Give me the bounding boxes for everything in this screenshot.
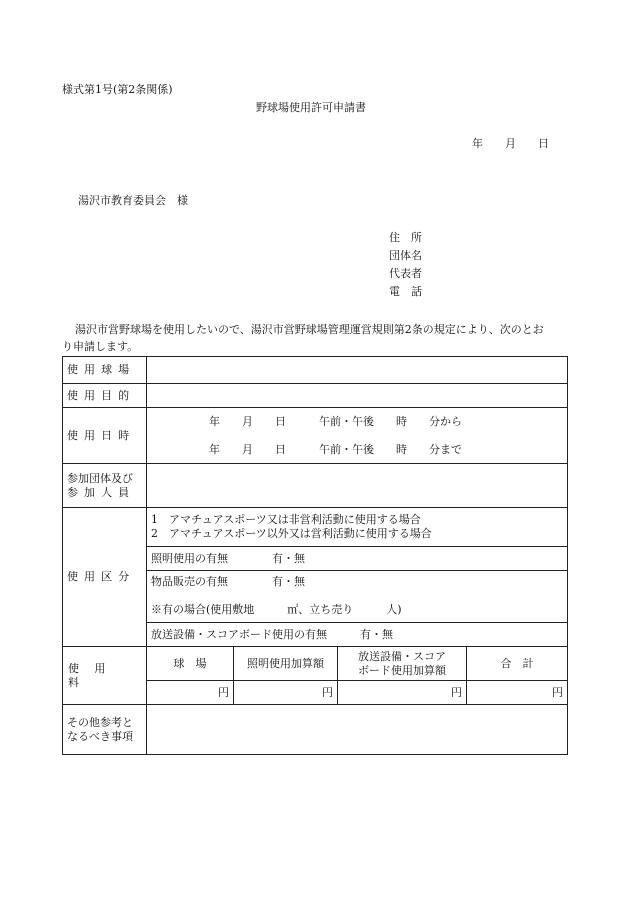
row-category-1	[63, 508, 568, 547]
row-fee-headers	[63, 647, 568, 681]
representative-label: 代表者	[389, 267, 422, 280]
purpose-label: 使用目的	[63, 384, 147, 408]
application-table	[62, 356, 568, 755]
datetime-label: 使用日時	[63, 408, 147, 464]
intro-text-line2: り申請します。	[62, 340, 139, 353]
datetime-to: 年 月 日 午前・午後 時 分まで	[209, 442, 462, 456]
broadcast-option[interactable]: 放送設備・スコアボード使用の有無 有・無	[147, 623, 568, 647]
fee-lighting-amount[interactable]: 円	[234, 681, 338, 705]
purpose-input[interactable]	[147, 384, 568, 408]
fee-label: 使用料	[63, 647, 147, 705]
fee-field-amount[interactable]: 円	[147, 681, 234, 705]
datetime-from: 年 月 日 午前・午後 時 分から	[209, 414, 462, 428]
row-purpose	[63, 384, 568, 408]
group-name-label: 団体名	[389, 249, 422, 262]
phone-label: 電 話	[389, 285, 422, 298]
participants-label: 参加団体及び 参加人員	[63, 464, 147, 508]
address-label: 住 所	[389, 231, 422, 244]
row-datetime	[63, 408, 568, 464]
fee-broadcast-amount[interactable]: 円	[338, 681, 467, 705]
participants-input[interactable]	[147, 464, 568, 508]
sales-note: ※有の場合(使用敷地 ㎡、立ち売り 人)	[151, 602, 402, 616]
category-option-2: 2 アマチュアスポーツ以外又は営利活動に使用する場合	[151, 527, 432, 540]
field-label: 使用球場	[63, 357, 147, 384]
fee-header-field: 球 場	[147, 647, 234, 681]
row-participants	[63, 464, 568, 508]
field-input[interactable]	[147, 357, 568, 384]
fee-header-total: 合 計	[467, 647, 568, 681]
date-line: 年 月 日	[472, 137, 549, 150]
category-option-1: 1 アマチュアスポーツ又は非営利活動に使用する場合	[151, 513, 421, 527]
lighting-option[interactable]: 照明使用の有無 有・無	[147, 547, 568, 571]
category-options[interactable]	[147, 508, 568, 547]
row-remarks	[63, 705, 568, 755]
remarks-label: その他参考と なるべき事項	[63, 705, 147, 755]
category-label: 使用区分	[63, 508, 147, 647]
sales-option[interactable]	[147, 571, 568, 623]
datetime-input[interactable]	[147, 408, 568, 464]
fee-header-broadcast: 放送設備・スコア ボード使用加算額	[338, 647, 467, 681]
form-title: 野球場使用許可申請書	[256, 101, 366, 114]
remarks-input[interactable]	[147, 705, 568, 755]
sales-text: 物品販売の有無 有・無	[151, 575, 305, 588]
addressee: 湯沢市教育委員会 様	[78, 194, 188, 207]
fee-header-lighting: 照明使用加算額	[234, 647, 338, 681]
intro-text-line1: 湯沢市営野球場を使用したいので、湯沢市営野球場管理運営規則第2条の規定により、次のとお	[75, 323, 544, 336]
row-field	[63, 357, 568, 384]
form-number: 様式第1号(第2条関係)	[62, 83, 173, 96]
fee-total-amount[interactable]: 円	[467, 681, 568, 705]
